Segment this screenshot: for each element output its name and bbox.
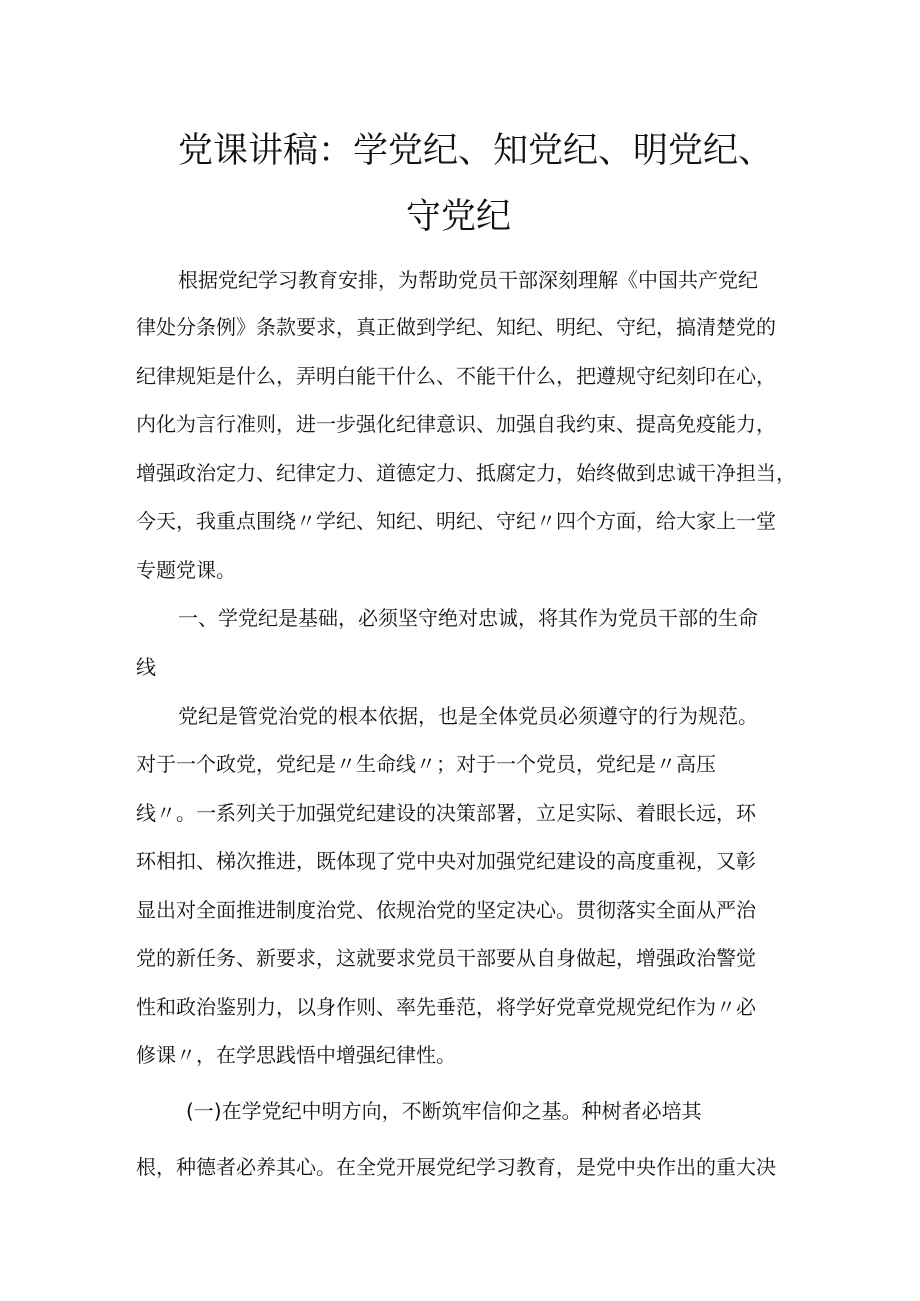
paragraph-line: 党的新任务、新要求，这就要求党员干部要从自身做起，增强政治警觉 — [136, 946, 756, 970]
paragraph-line: 党纪是管党治党的根本依据，也是全体党员必须遵守的行为规范。 — [178, 704, 758, 728]
document-title-line-2: 守党纪 — [406, 197, 512, 237]
document-title-line-1: 党课讲稿：学党纪、知党纪、明党纪、 — [178, 131, 774, 171]
paragraph-line: 专题党课。 — [136, 558, 236, 582]
paragraph-line: 根据党纪学习教育安排，为帮助党员干部深刻理解《中国共产党纪 — [178, 268, 758, 292]
paragraph-line: 环相扣、梯次推进，既体现了党中央对加强党纪建设的高度重视，又彰 — [136, 849, 756, 873]
section-heading-line: 一、学党纪是基础，必须坚守绝对忠诚，将其作为党员干部的生命 — [178, 606, 758, 630]
paragraph-line: 显出对全面推进制度治党、依规治党的坚定决心。贯彻落实全面从严治 — [136, 898, 756, 922]
paragraph-line: 内化为言行准则，进一步强化纪律意识、加强自我约束、提高免疫能力， — [136, 412, 776, 436]
paragraph-line: 纪律规矩是什么，弄明白能干什么、不能干什么，把遵规守纪刻印在心， — [136, 364, 776, 388]
paragraph-line: 今天，我重点围绕〃学纪、知纪、明纪、守纪〃四个方面，给大家上一堂 — [136, 509, 776, 533]
paragraph-line: 线〃。一系列关于加强党纪建设的决策部署，立足实际、着眼长远，环 — [136, 801, 756, 825]
subsection-line: (一)在学党纪中明方向，不断筑牢信仰之基。种树者必培其 — [186, 1099, 702, 1123]
section-heading-line: 线 — [136, 655, 156, 679]
paragraph-line: 性和政治鉴别力，以身作则、率先垂范，将学好党章党规党纪作为〃必 — [136, 995, 756, 1019]
paragraph-line: 增强政治定力、纪律定力、道德定力、抵腐定力，始终做到忠诚干净担当， — [136, 461, 796, 485]
paragraph-line: 修课〃，在学思践悟中增强纪律性。 — [136, 1043, 456, 1067]
paragraph-line: 对于一个政党，党纪是〃生命线〃；对于一个党员，党纪是〃高压 — [136, 752, 716, 776]
paragraph-line: 律处分条例》条款要求，真正做到学纪、知纪、明纪、守纪，搞清楚党的 — [136, 315, 776, 339]
paragraph-line: 根，种德者必养其心。在全党开展党纪学习教育，是党中央作出的重大决 — [136, 1155, 776, 1179]
